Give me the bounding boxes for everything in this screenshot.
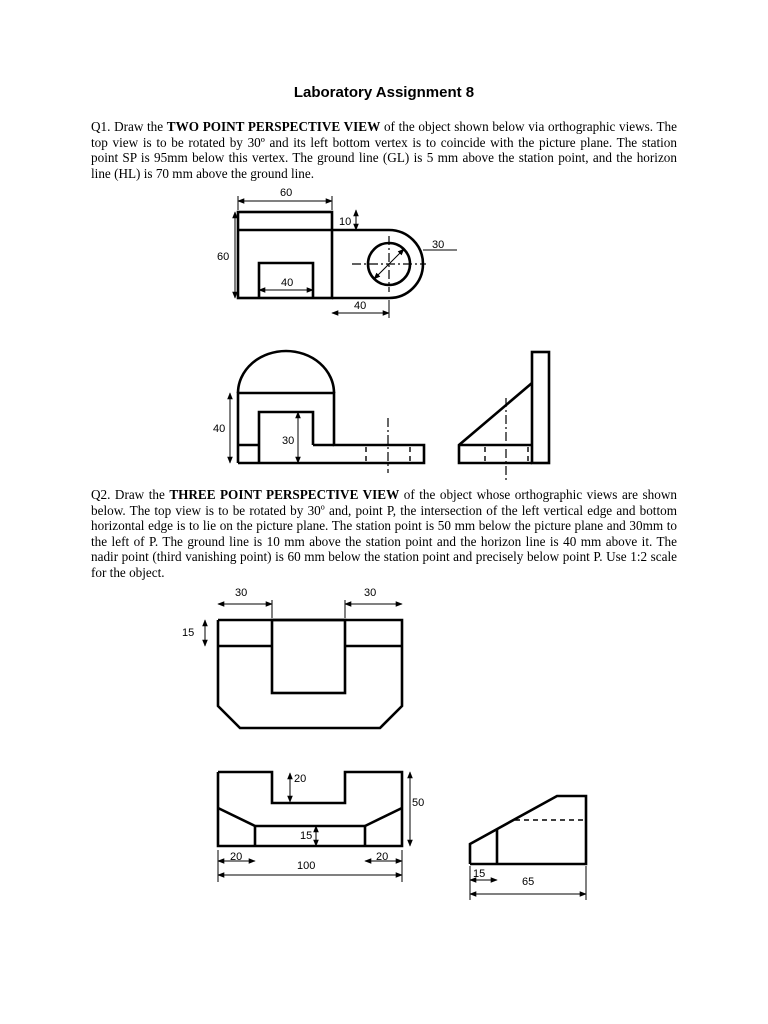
q1-dim-top-width: 60 (280, 187, 293, 199)
q1-top-view (217, 187, 457, 318)
q2-side-outline (470, 796, 586, 864)
q1-dim-slot-height: 30 (282, 435, 295, 447)
q2-dim-right-end: 20 (376, 851, 389, 863)
q2-dim-side-total: 65 (522, 876, 535, 888)
q1-dim-slot-width: 40 (281, 277, 294, 289)
q1-prefix: Q1. Draw the (91, 119, 167, 134)
q1-front-arch (238, 351, 334, 393)
q1-dim-ring-offset: 10 (339, 216, 352, 228)
q2-dim-total: 100 (297, 860, 316, 872)
q1-body: of the object shown below via orthographic views. The top view is to be rotated by 30º and its left bottom vertex is to coincide with the picture plane. The station point SP is 95mm below this vertex. The ground line (GL) is 5 mm above the station point, and the horizon line (HL) is 70 mm above the ground line. (91, 119, 677, 181)
q1-dim-hole-dia: 30 (432, 239, 445, 251)
q1-dim-left-height: 60 (217, 251, 230, 263)
q1-dim-front-height: 40 (213, 423, 226, 435)
q2-dim-height: 50 (412, 797, 425, 809)
q2-prefix: Q2. Draw the (91, 487, 170, 502)
q2-body-b: and, point P, the intersection of the left vertical edge and bottom horizontal edge is to lie on the picture plane. The station point is 50 mm below the picture plane and 30mm to the left of P. The ground line is 10 mm above the station point and the horizon line is 40 mm above it. The nadir point (third vanishing point) is 60 mm below the station point and precisely below point P. Use 1:2 scale for the object. (91, 502, 677, 580)
q2-dim-side-step: 15 (473, 868, 486, 880)
q1-dim-ring-width: 40 (354, 300, 367, 312)
q2-top-notch (272, 620, 345, 693)
q2-dim-flange: 15 (182, 627, 195, 639)
q2-front-view (218, 772, 424, 882)
q2-dim-left-end: 20 (230, 851, 243, 863)
q2-degree-mark: o (320, 502, 325, 512)
q2-dim-top-right: 30 (364, 587, 377, 599)
q1-front-view (213, 351, 424, 473)
q2-dim-notch: 20 (294, 773, 307, 785)
q2-dim-base: 15 (300, 830, 313, 842)
q2-side-view (470, 796, 586, 900)
q1-side-upright (532, 352, 549, 463)
page-title: Laboratory Assignment 8 (293, 84, 475, 101)
q2-top-outline (218, 620, 402, 728)
q1-front-outline (238, 393, 424, 463)
q2-emphasis: THREE POINT PERSPECTIVE VIEW (169, 487, 400, 502)
q1-emphasis: TWO POINT PERSPECTIVE VIEW (166, 119, 381, 134)
q1-side-view (459, 352, 549, 480)
q2-dim-top-left: 30 (235, 587, 248, 599)
q2-body-a: of the object whose orthographic views are shown below. The top view is to be rotated by 30 (91, 487, 677, 518)
q2-top-view (182, 587, 402, 728)
q1-side-wedge (459, 383, 532, 463)
